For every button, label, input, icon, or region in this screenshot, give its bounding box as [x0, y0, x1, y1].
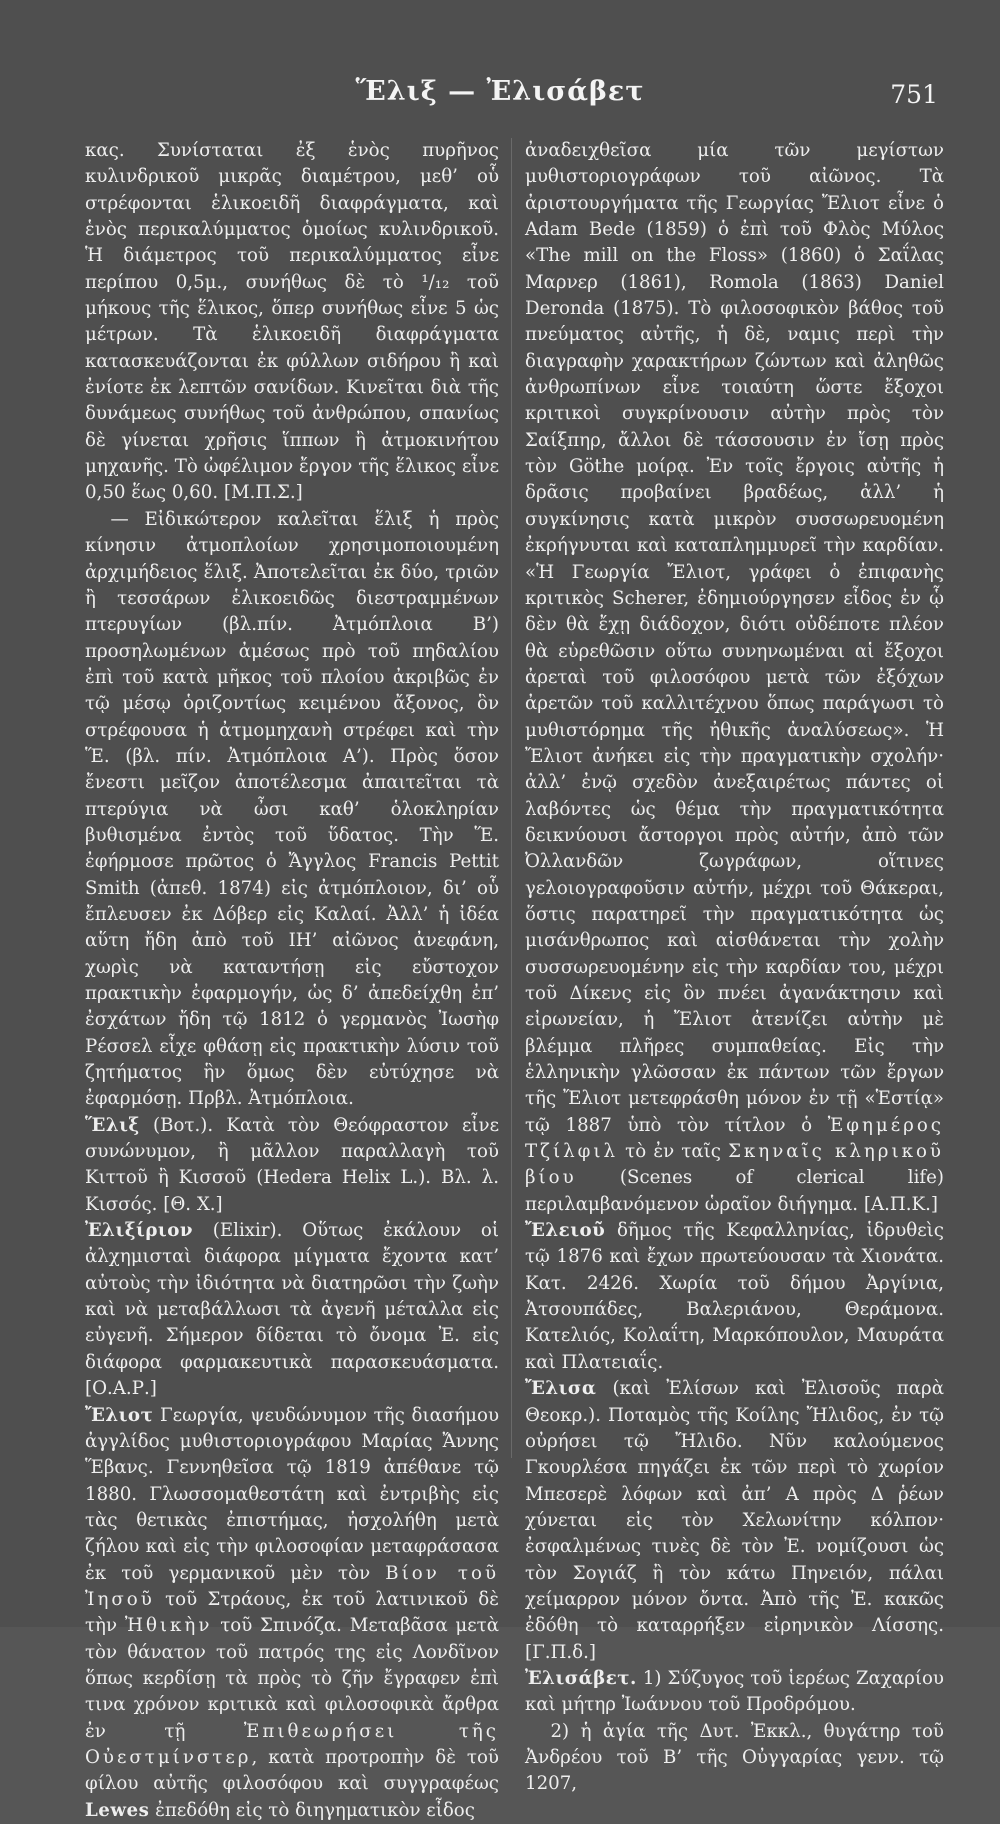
headword: Ἔλειοῦ: [525, 1220, 605, 1241]
name-lewes: Lewes: [85, 1800, 149, 1821]
entry-text: (Elixir). Οὕτως ἐκάλουν οἱ ἀλχημισταὶ διάφορα μίγματα ἔχοντα κατ’ αὐτοὺς τὴν ἰδιότητα νὰ διατηρῶσι τὴν ζωὴν καὶ νὰ μεταβάλλωσι τὰ ἀγενῆ μέταλλα εἰς εὐγενῆ. Σήμερον δίδεται τὸ ὄνομα Ἐ. εἰς διάφορα φαρμακευτικὰ παρασκευάσματα. [Ο.Α.Ρ.]: [85, 1220, 499, 1399]
entry-text: τὸ ἐν ταῖς: [618, 1141, 728, 1162]
page-number: 751: [890, 80, 938, 109]
spaced-title: Ἐφημέρος Τζίλφιλ: [525, 1115, 944, 1162]
entry-text: δῆμος τῆς Κεφαλληνίας, ἱδρυθεὶς τῷ 1876 καὶ ἔχων πρωτεύουσαν τὰ Χιονάτα. Κατ. 2426. Χωρία τοῦ δήμου Ἀργίνια, Ἀτσουπάδες, Βαλεριάνου, Θεράμονα. Κατελιός, Κολαΐτη, Μαρκόπουλον, Μαυράτα καὶ Πλατειαΐς.: [525, 1220, 944, 1373]
headword: Ἔλισα: [525, 1378, 596, 1399]
paragraph: [525, 138, 944, 1218]
dictionary-entry: [525, 1376, 944, 1666]
dictionary-entry: [525, 1666, 944, 1719]
entry-text: ἀναδειχθεῖσα μία τῶν μεγίστων μυθιστοριογράφων τοῦ αἰῶνος. Τὰ ἀριστουργήματα τῆς Γεωργίας Ἔλιοτ εἶνε ὁ Adam Bede (1859) ὁ ἐπὶ τοῦ Φλὸς Μύλος «The mill on the Floss» (1860) ὁ Σαΐλας Μαρνερ (1861), Romola (1863) Daniel Deronda (1875). Τὸ φιλοσοφικὸν βάθος τοῦ πνεύματος αὐτῆς, ἡ δὲ, ναμις περὶ τὴν διαγραφὴν χαρακτήρων ζώντων καὶ ἀληθῶς ἀνθρωπίνων εἶνε τοιαύτη ὥστε ἔξοχοι κριτικοὶ συγκρίνουσιν αὐτὴν πρὸς τὸν Σαίξπηρ, ἄλλοι δὲ τάσσουσιν ἐν ἴσῃ πρὸς τὸν Göthe μοίρᾳ. Ἐν τοῖς ἔργοις αὐτῆς ἡ δρᾶσις προβαίνει βραδέως, ἀλλ’ ἡ συγκίνησις κατὰ μικρὸν συσσωρευομένη ἐκρήγνυται καὶ καταπλημμυρεῖ τὴν καρδίαν. «Ἡ Γεωργία Ἔλιοτ, γράφει ὁ ἐπιφανὴς κριτικὸς Scherer, ἐδημιούργησεν εἶδος ἐν ᾧ δὲν θὰ ἔχῃ διάδοχον, διότι οὐδέποτε πλέον θὰ εὑρεθῶσιν οὕτω συνηνωμέναι αἱ ἔξοχοι ἀρεταὶ τοῦ φιλοσόφου μετὰ τῶν ἐξόχων ἀρετῶν τοῦ καλλιτέχνου ὅπως παράγωσι τὸ μυθιστόρημα τῆς ἠθικῆς ἀναλύσεως». Ἡ Ἔλιοτ ἀνήκει εἰς τὴν πραγματικὴν σχολήν· ἀλλ’ ἐνῷ σχεδὸν ἀνεξαιρέτως πάντες οἱ λαβόντες ὡς θέμα τὴν πραγματικότητα δεικνύουσι ἄστοργοι πρὸς αὐτήν, ἀπὸ τῶν Ὀλλανδῶν ζωγράφων, οἵτινες γελοιογραφοῦσιν αὐτήν, μέχρι τοῦ Θάκεραι, ὅστις παρατηρεῖ τὴν πραγματικότητα ὡς μισάνθρωπος καὶ αἰσθάνεται τὴν χολὴν συσσωρευομένην εἰς τὴν καρδίαν του, μέχρι τοῦ Δίκενς εἰς ὃν πνέει ἀγανάκτησιν καὶ εἰρωνείαν, ἡ Ἔλιοτ ἀτενίζει αὐτὴν μὲ βλέμμα πλῆρες συμπαθείας. Εἰς τὴν ἑλληνικὴν γλῶσσαν ἐκ πάντων τῶν ἔργων τῆς Ἔλιοτ μετεφράσθη μόνον ἐν τῇ «Ἑστίᾳ» τῷ 1887 ὑπὸ τὸν τίτλον ὁ: [525, 140, 944, 1136]
dictionary-entry: [525, 1218, 944, 1376]
spaced-title: Ἠθικὴν: [125, 1615, 213, 1636]
dictionary-entry: [85, 1113, 499, 1218]
entry-text: ἐπεδόθη εἰς τὸ διηγηματικὸν εἶδος: [149, 1800, 475, 1821]
right-column: [525, 138, 944, 1798]
paragraph: 2) ἡ ἁγία τῆς Δυτ. Ἐκκλ., θυγάτηρ τοῦ Ἀνδρέου τοῦ Β’ τῆς Οὐγγαρίας γενν. τῷ 1207,: [525, 1719, 944, 1798]
dictionary-entry: [85, 1403, 499, 1824]
left-column: [85, 138, 499, 1824]
entry-text: τοῦ Σπινόζα. Μεταβᾶσα μετὰ τὸν θάνατον τοῦ πατρός της εἰς Λονδῖνον ὅπως κερδίσῃ τὰ πρὸς τὸ ζῆν ἔγραφεν ἐπὶ τινα χρόνον κριτικὰ καὶ φιλοσοφικὰ ἄρθρα ἐν τῇ: [85, 1615, 499, 1741]
entry-text: Γεωργία, ψευδώνυμον τῆς διασήμου ἀγγλίδος μυθιστοριογράφου Μαρίας Ἄννης Ἕβανς. Γεννηθεῖσα τῷ 1819 ἀπέθανε τῷ 1880. Γλωσσομαθεστάτη καὶ ἐντριβὴς εἰς τὰς θετικὰς ἐπιστήμας, ἠσχολήθη μετὰ ζήλου καὶ εἰς τὴν φιλοσοφίαν μεταφράσασα ἐκ τοῦ γερμανικοῦ μὲν τὸν: [85, 1405, 499, 1584]
entry-text: , κατὰ προτροπὴν δὲ τοῦ φίλου αὐτῆς φιλοσόφου καὶ συγγραφέως: [85, 1747, 499, 1794]
dictionary-entry: [85, 1218, 499, 1402]
paragraph: κας. Συνίσταται ἐξ ἑνὸς πυρῆνος κυλινδρικοῦ μικρᾶς διαμέτρου, μεθ’ οὗ στρέφονται ἑλικοειδῆ διαφράγματα, καὶ ἑνὸς περικαλύμματος ὁμοίως κυλινδρικοῦ. Ἡ διάμετρος τοῦ περικαλύμματος εἶνε περίπου 0,5μ., συνήθως δὲ τὸ ¹/₁₂ τοῦ μήκους τῆς ἕλικος, ὅπερ συνήθως εἶνε 5 ὡς μέτρων. Τὰ ἑλικοειδῆ διαφράγματα κατασκευάζονται ἐκ φύλλων σιδήρου ἢ καὶ ἐνίοτε ἐκ λεπτῶν σανίδων. Κινεῖται διὰ τῆς δυνάμεως συνήθως τοῦ ἀνθρώπου, σπανίως δὲ γίνεται χρῆσις ἵππων ἢ ἀτμοκινήτου μηχανῆς. Τὸ ὠφέλιμον ἔργον τῆς ἕλικος εἶνε 0,50 ἕως 0,60. [Μ.Π.Σ.]: [85, 138, 499, 507]
entry-text: (Scenes of clerical life) περιλαμβανόμενον ὡραῖον διήγημα. [Α.Π.Κ.]: [525, 1167, 944, 1214]
column-divider: [511, 138, 512, 1458]
headword: Ἐλιξίριον: [85, 1220, 193, 1241]
entry-text: (Βοτ.). Κατὰ τὸν Θεόφραστον εἶνε συνώνυμον, ἢ μᾶλλον παραλλαγὴ τοῦ Κιττοῦ ἢ Κισσοῦ (Hedera Helix L.). Βλ. λ. Κισσός. [Θ. Χ.]: [85, 1115, 499, 1215]
headword: Ἔλιοτ: [85, 1405, 153, 1426]
entry-text: (καὶ Ἐλίσων καὶ Ἐλισοῦς παρὰ Θεοκρ.). Ποταμὸς τῆς Κοίλης Ἤλιδος, ἐν τῷ οὐρήσει τῷ Ἤλιδο. Νῦν καλούμενος Γκουρλέσα πηγάζει ἐκ τῶν περὶ τὸ χωρίον Μπεσερὲ λόφων καὶ ἀπ’ Α πρὸς Δ ῥέων χύνεται εἰς τὸν Χελωνίτην κόλπον· ἐσφαλμένως τινὲς δὲ τὸν Ἐ. νομίζουσι ὡς τὸν Σογιάζ ἢ τὸν κάτω Πηνειόν, πάλαι χείμαρρον μόνον ὄντα. Ἀπὸ τῆς Ἐ. κακῶς ἐδόθη τὸ καταρρήξεν εἰρηνικὸν Λίσσης. [Γ.Π.δ.]: [525, 1378, 944, 1662]
entry-text: τοῦ Στράους, ἐκ τοῦ λατινικοῦ δὲ τὴν: [85, 1589, 499, 1636]
running-head: Ἕλιξ — Ἐλισάβετ: [0, 76, 1000, 107]
headword: Ἕλιξ: [85, 1115, 140, 1136]
spaced-title: Βίον τοῦ Ἰησοῦ: [85, 1563, 499, 1610]
paragraph: — Εἰδικώτερον καλεῖται ἕλιξ ἡ πρὸς κίνησιν ἀτμοπλοίων χρησιμοποιουμένη ἀρχιμήδειος ἕλιξ. Ἀποτελεῖται ἐκ δύο, τριῶν ἢ τεσσάρων ἑλικοειδῶς διεστραμμένων πτερυγίων (βλ.πίν. Ἀτμόπλοια Β’) προσηλωμένων ἀμέσως πρὸ τοῦ πηδαλίου ἐπὶ τοῦ κατὰ μῆκος τοῦ πλοίου ἀκριβῶς ἐν τῷ μέσῳ ὁριζοντίως κειμένου ἄξονος, ὃν στρέφουσα ἡ ἀτμομηχανὴ στρέφει καὶ τὴν Ἕ. (βλ. πίν. Ἀτμόπλοια Α’). Πρὸς ὅσον ἔνεστι μεῖζον ἀποτέλεσμα ἀπαιτεῖται τὰ πτερύγια νὰ ὦσι καθ’ ὁλοκληρίαν βυθισμένα ἐντὸς τοῦ ὕδατος. Τὴν Ἕ. ἐφήρμοσε πρῶτος ὁ Ἄγγλος Francis Pettit Smith (ἀπεθ. 1874) εἰς ἀτμόπλοιον, δι’ οὗ ἔπλευσεν ἐκ Δόβερ εἰς Καλαί. Ἀλλ’ ἡ ἰδέα αὕτη ἤδη ἀπὸ τοῦ ΙΗ’ αἰῶνος ἀνεφάνη, χωρὶς νὰ καταντήσῃ εἰς εὔστοχον πρακτικὴν ἐφαρμογήν, ὡς δ’ ἀπεδείχθη ἐπ’ ἐσχάτων ἤδη τῷ 1812 ὁ γερμανὸς Ἰωσὴφ Ρέσσελ εἶχε φθάσῃ εἰς πρακτικὴν λύσιν τοῦ ζητήματος ἣν ὅμως δὲν εὐτύχησε νὰ ἐφαρμόσῃ. Πρβλ. Ἀτμόπλοια.: [85, 507, 499, 1113]
entry-text: 1) Σύζυγος τοῦ ἱερέως Ζαχαρίου καὶ μήτηρ Ἰωάννου τοῦ Προδρόμου.: [525, 1668, 944, 1715]
headword: Ἐλισάβετ.: [525, 1668, 637, 1689]
spaced-title: Σκηναῖς κληρικοῦ βίου: [525, 1141, 944, 1188]
spaced-title: Ἐπιθεωρήσει τῆς Οὐεστμίνστερ: [85, 1721, 499, 1768]
